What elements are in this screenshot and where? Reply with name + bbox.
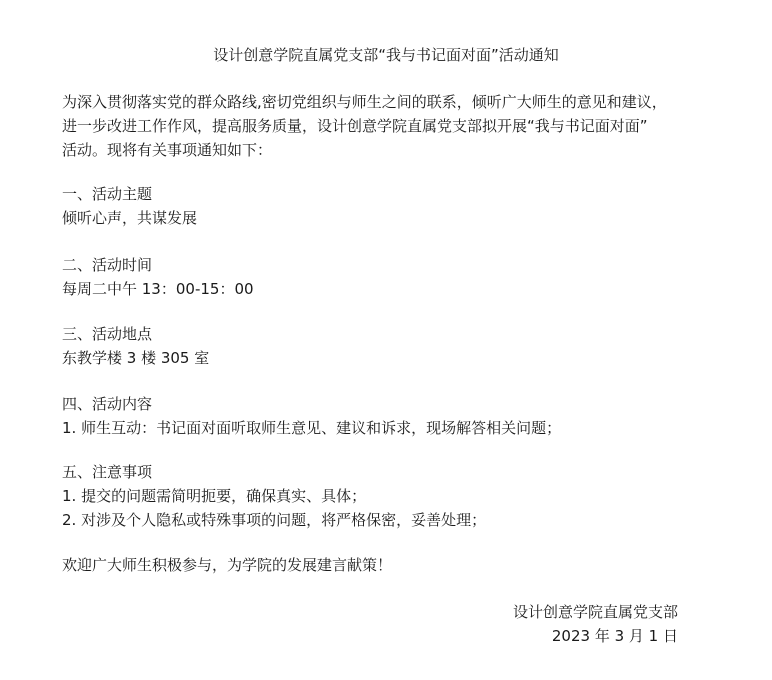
section-text: 每周二中午 13：00-15：00 bbox=[62, 280, 254, 298]
intro-paragraph bbox=[62, 90, 702, 162]
intro-line-1: 为深入贯彻落实党的群众路线,密切党组织与师生之间的联系，倾听广大师生的意见和建议， bbox=[62, 93, 667, 111]
section-location bbox=[62, 322, 702, 370]
section-text: 1. 师生互动：书记面对面听取师生意见、建议和诉求，现场解答相关问题； bbox=[62, 419, 562, 437]
section-heading: 三、活动地点 bbox=[62, 325, 153, 343]
section-heading: 一、活动主题 bbox=[62, 185, 153, 203]
section-text: 1. 提交的问题需简明扼要，确保真实、具体； bbox=[62, 487, 367, 505]
section-theme bbox=[62, 182, 702, 230]
closing-text: 欢迎广大师生积极参与，为学院的发展建言献策！ bbox=[62, 556, 393, 574]
section-content bbox=[62, 392, 702, 440]
signature-date: 2023 年 3 月 1 日 bbox=[551, 627, 678, 645]
section-time bbox=[62, 253, 702, 301]
section-heading: 二、活动时间 bbox=[62, 256, 153, 274]
section-text: 倾听心声，共谋发展 bbox=[62, 209, 198, 227]
section-text: 东教学楼 3 楼 305 室 bbox=[62, 349, 210, 367]
section-heading: 五、注意事项 bbox=[62, 463, 153, 481]
signature-org: 设计创意学院直属党支部 bbox=[512, 603, 678, 621]
section-text: 2. 对涉及个人隐私或特殊事项的问题，将严格保密，妥善处理； bbox=[62, 511, 487, 529]
section-heading: 四、活动内容 bbox=[62, 395, 153, 413]
section-notes bbox=[62, 460, 702, 532]
document-title: 设计创意学院直属党支部“我与书记面对面”活动通知 bbox=[213, 46, 559, 64]
closing-paragraph bbox=[62, 553, 702, 577]
intro-line-2: 进一步改进工作作风，提高服务质量，设计创意学院直属党支部拟开展“我与书记面对面” bbox=[62, 117, 648, 135]
intro-line-3: 活动。现将有关事项通知如下： bbox=[62, 141, 273, 159]
